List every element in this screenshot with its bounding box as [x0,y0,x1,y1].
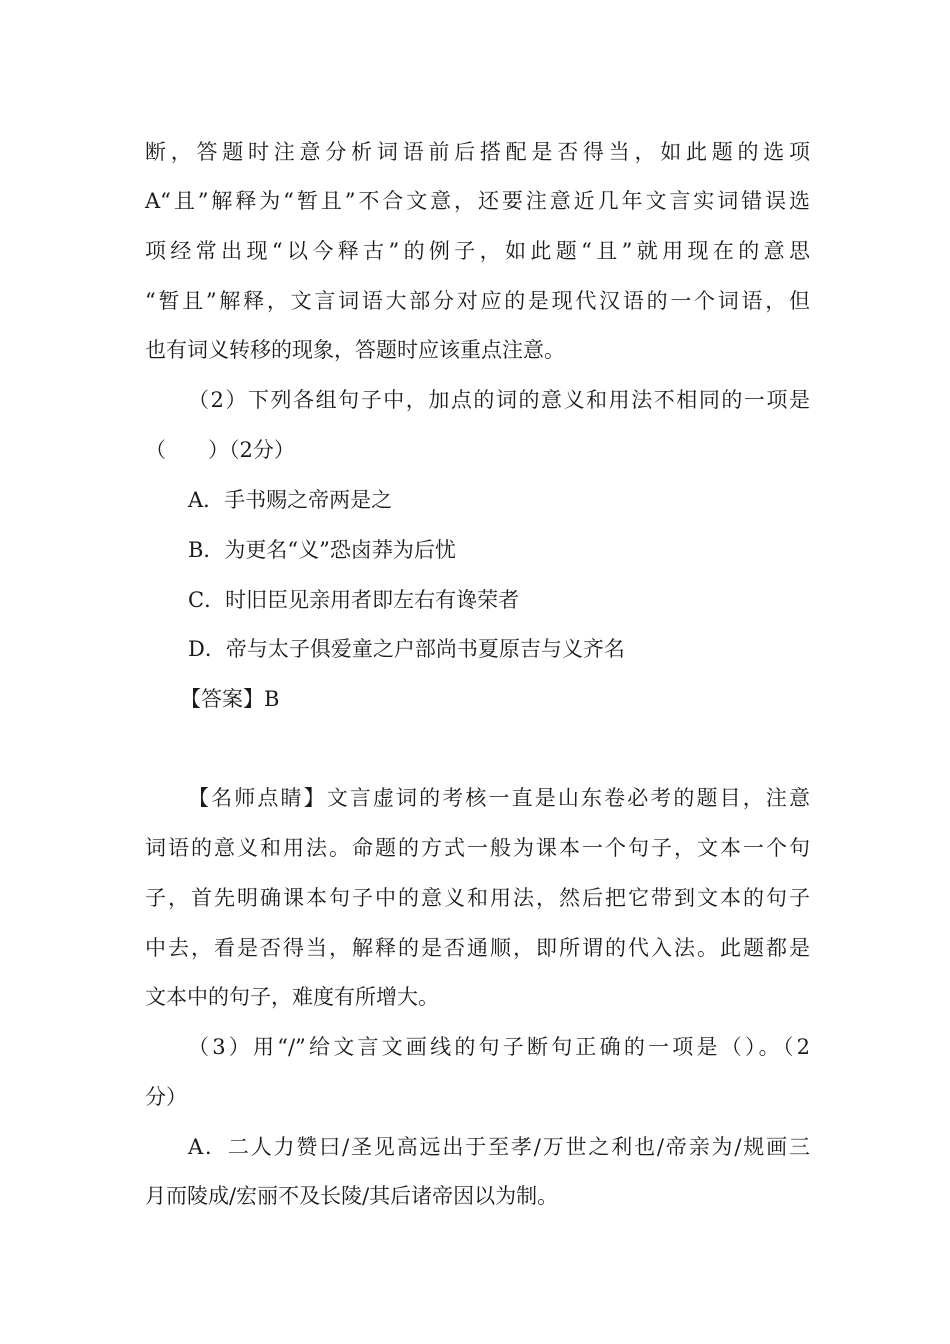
option-a: A．二人力赞曰/圣见高远出于至孝/万世之利也/帝亲为/规画三 [188,1135,810,1159]
question-stem: （2）下列各组句子中，加点的词的意义和用法不相同的一项是 [188,388,810,412]
answer-line: 【答案】B [180,687,280,711]
paragraph-line: A“且”解释为“暂且”不合文意，还要注意近几年文言实词错误选 [145,189,810,213]
option-d: D．帝与太子俱爱童之户部尚书夏原吉与义齐名 [188,637,625,661]
question-stem-continued: 分） [145,1085,187,1109]
option-b: B．为更名“义”恐卤莽为后忧 [188,538,456,562]
tips-line: 词语的意义和用法。命题的方式一般为课本一个句子，文本一个句 [145,836,810,860]
tips-line: 【名师点睛】文言虚词的考核一直是山东卷必考的题目，注意 [188,786,810,810]
paragraph-line: 项经常出现“以今释古”的例子，如此题“且”就用现在的意思 [145,239,810,263]
option-a-continued: 月而陵成/宏丽不及长陵/其后诸帝因以为制。 [145,1184,559,1208]
paragraph-line: “暂且”解释，文言词语大部分对应的是现代汉语的一个词语，但 [145,289,810,313]
paragraph-line: 也有词义转移的现象，答题时应该重点注意。 [145,338,565,362]
option-a: A．手书赐之帝两是之 [188,488,393,512]
option-c: C．时旧臣见亲用者即左右有谗荣者 [188,588,520,612]
tips-line: 中去，看是否得当，解释的是否通顺，即所谓的代入法。此题都是 [145,936,810,960]
question-stem: （3）用“/”给文言文画线的句子断句正确的一项是（）。（2 [188,1035,810,1059]
tips-line: 子，首先明确课本句子中的意义和用法，然后把它带到文本的句子 [145,886,810,910]
question-stem-continued: （ ）（2分） [145,438,295,462]
paragraph-line: 断，答题时注意分析词语前后搭配是否得当，如此题的选项 [145,140,810,164]
tips-line: 文本中的句子，难度有所增大。 [145,985,439,1009]
